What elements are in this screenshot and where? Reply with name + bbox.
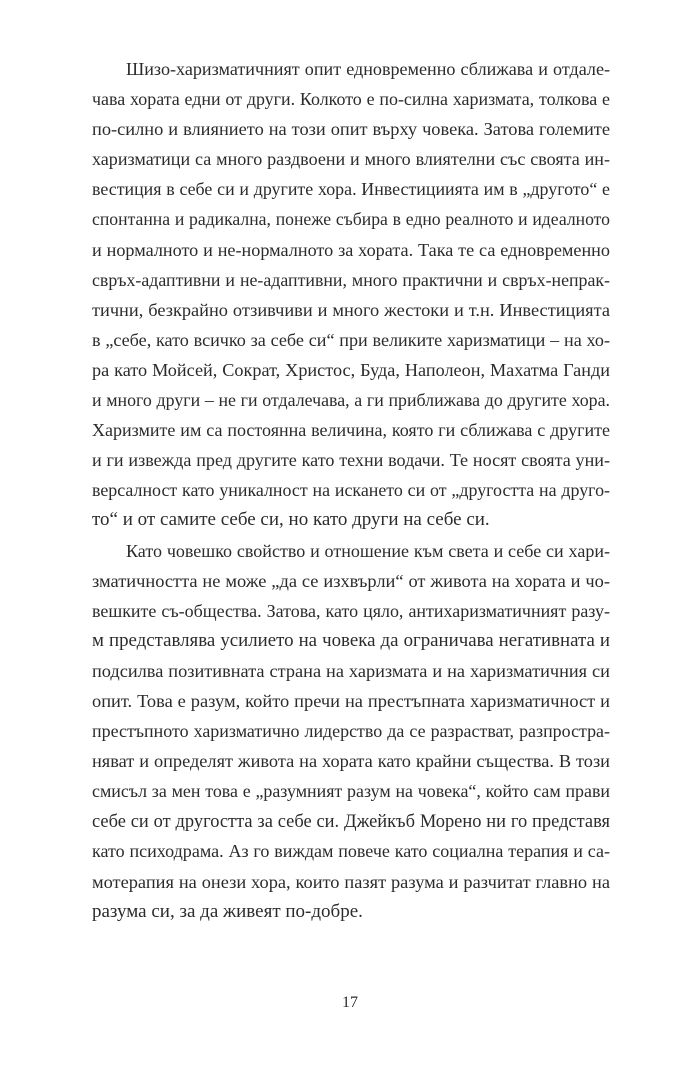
text-line: вешките съ-общества. Затова, като цяло, антихаризматичният разу- [92,600,610,621]
text-line: себе си от другостта за себе си. Джейкъб Морено ни го представя [92,811,610,832]
text-line: версалност като уникалност на искането си от „другостта на друго- [92,480,610,501]
text-line: Харизмите им са постоянна величина, която ги сближава с другите [92,420,610,441]
text-line: м представлява усилието на човека да ограничава негативната и [92,629,610,651]
text-line: няват и определят живота на хората като крайни същества. В този [92,751,610,772]
text-line: като психодрама. Аз го виждам повече като социална терапия и са- [92,841,610,862]
text-line: харизматици са много раздвоени и много влиятелни със своята ин- [92,149,610,170]
paragraph-2 [92,536,610,927]
text-line: и много други – не ги отдалечава, а ги приближава до другите хора. [92,390,610,411]
text-line: ра като Мойсей, Сократ, Христос, Буда, Наполеон, Махатма Ганди [92,359,610,380]
text-line: тични, безкрайно отзивчиви и много жестоки и т.н. Инвестицията [92,299,610,320]
body-text [92,54,610,927]
text-line: опит. Това е разум, който пречи на престъпната харизматичност и [92,690,610,711]
text-line: Като човешко свойство и отношение към света и себе си хари- [126,540,610,561]
text-line: в „себе, като всичко за себе си“ при великите харизматици – на хо- [92,329,610,350]
text-line: по-силно и влиянието на този опит върху човека. Затова големите [92,119,610,140]
text-line: мотерапия на онези хора, които пазят разума и разчитат главно на [92,871,610,892]
paragraph-1 [92,54,610,536]
text-line: Шизо-харизматичният опит едновременно сближава и отдале- [126,59,610,79]
text-line: свръх-адаптивни и не-адаптивни, много практични и свръх-непрак- [92,269,610,290]
text-line: то“ и от самите себе си, но като други на себе си. [92,509,490,531]
text-line: чава хората едни от други. Колкото е по-силна харизмата, толкова е [92,89,610,110]
text-line: и нормалното и не-нормалното за хората. Така те са едновременно [92,239,610,260]
text-line: разума си, за да живеят по-добре. [92,900,363,922]
text-line: престъпното харизматично лидерство да се разрастват, разпростра- [92,721,610,742]
text-line: смисъл за мен това е „разумният разум на човека“, който сам прави [92,781,610,802]
text-line: спонтанна и радикална, понеже събира в едно реалното и идеалното [92,209,610,230]
page-number: 17 [342,994,358,1011]
text-line: вестиция в себе си и другите хора. Инвестициията им в „другото“ е [92,179,610,200]
text-line: зматичността не може „да се изхвърли“ от живота на хората и чо- [92,570,610,591]
text-line: подсилва позитивната страна на харизмата и на харизматичния си [92,660,610,681]
text-line: и ги извежда пред другите като техни водачи. Те носят своята уни- [92,450,610,471]
